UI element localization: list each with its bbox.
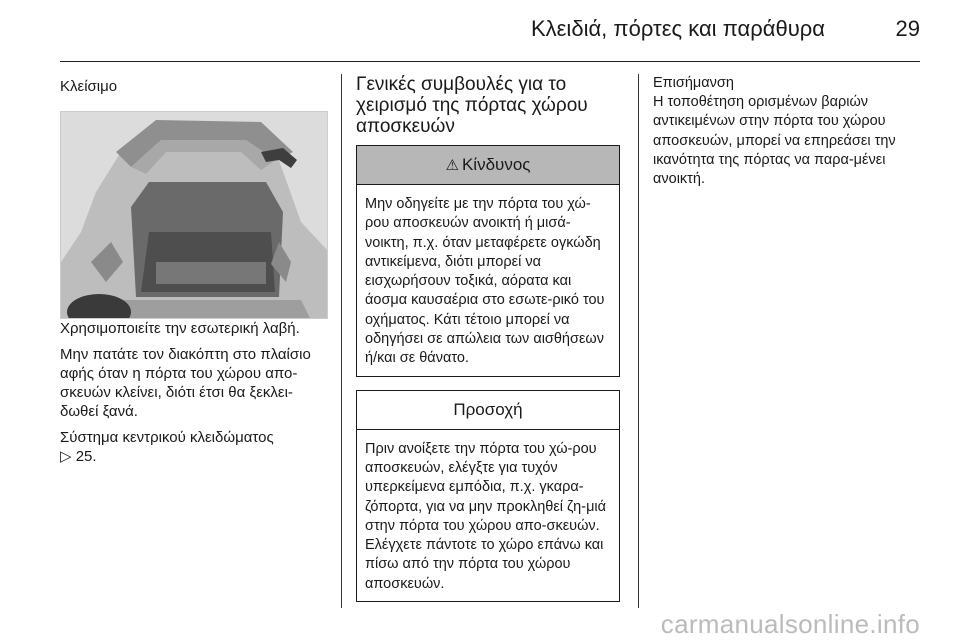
warning-triangle-icon: ⚠ [445, 157, 459, 174]
notice-text: Η τοποθέτηση ορισμένων βαριών αντικειμένων στην πόρτα του χώρου αποσκευών, μπορεί να επηρεάσει την ικανότητα της πόρτας να παρα-μένει ανοικτή. [653, 94, 896, 188]
page-number: 29 [895, 16, 920, 41]
paragraph-switch-warning: Μην πατάτε τον διακόπτη στο πλαίσιο αφής όταν η πόρτα του χώρου απο-σκευών κλείνει, διότι έτσι θα ξεκλει-δωθεί ξανά. [60, 346, 311, 420]
danger-box-header [357, 146, 619, 185]
column-divider [341, 74, 342, 608]
caution-box [356, 390, 620, 602]
section-title-general-advice: Γενικές συμβουλές για το χειρισμό της πόρτας χώρου αποσκευών [356, 74, 588, 137]
arrow-reference-icon: ▷ [60, 448, 72, 465]
reference-page-link[interactable]: 25. [75, 448, 97, 465]
tailgate-photo [60, 111, 328, 319]
danger-box [356, 145, 620, 377]
watermark: carmanualsonline.info [660, 609, 920, 639]
danger-heading: Κίνδυνος [461, 155, 531, 174]
danger-text: Μην οδηγείτε με την πόρτα του χώ-ρου αποσκευών ανοικτή ή μισά-νοικτη, π.χ. όταν μεταφέρετε ογκώδη αντικείμενα, διότι μπορεί να εισχωρήσουν τοξικά, αόρατα και άοσμα καυσαέρια στο εσωτε-ρικό του οχήματος. Κάτι τέτοιο μπορεί να οδηγήσει σε απώλεια των αισθήσεων ή/και σε θάνατο. [365, 196, 605, 367]
central-locking-label: Σύστημα κεντρικού κλειδώματος [60, 429, 274, 446]
page-header-title: Κλειδιά, πόρτες και παράθυρα [530, 16, 825, 41]
paragraph-inner-handle: Χρησιμοποιείτε την εσωτερική λαβή. [60, 320, 300, 337]
paragraph-central-locking [60, 428, 328, 466]
notice-title: Επισήμανση [653, 75, 734, 91]
section-heading-closing: Κλείσιμο [60, 78, 118, 95]
left-column [60, 74, 328, 473]
caution-heading: Προσοχή [357, 391, 619, 430]
right-column [653, 74, 928, 189]
middle-column [356, 74, 620, 615]
column-divider [638, 74, 639, 608]
caution-text: Πριν ανοίξετε την πόρτα του χώ-ρου αποσκευών, ελέγξτε για τυχόν υπερκείμενα εμπόδια, π.χ. γκαρα-ζόπορτα, για να μην προκληθεί ζη-μιά στην πόρτα του χώρου απο-σκευών. Ελέγχετε πάντοτε το χώρο επάνω και πίσω από την πόρτα του χώρου αποσκευών. [365, 440, 607, 592]
header-rule [60, 61, 920, 62]
open-tailgate-illustration [61, 112, 328, 319]
